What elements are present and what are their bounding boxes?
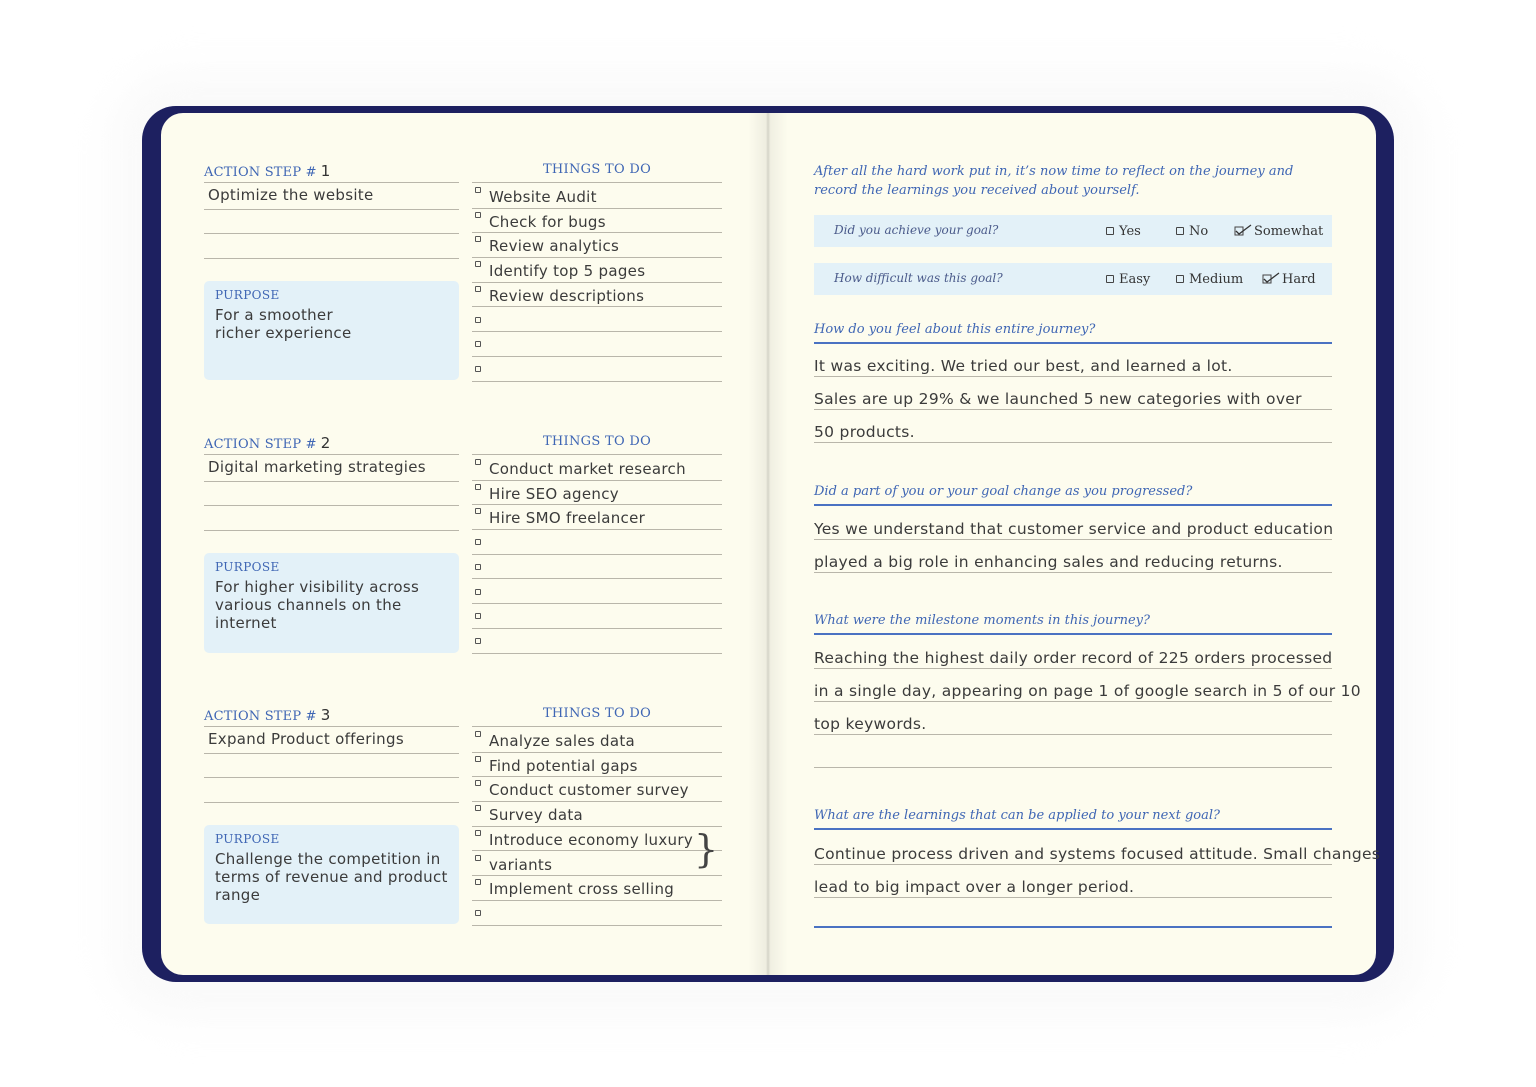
todo-text: Identify top 5 pages: [489, 262, 646, 281]
curly-brace: }: [694, 827, 719, 871]
checkbox[interactable]: [475, 187, 481, 193]
todo-text: Find potential gaps: [489, 756, 638, 775]
checkbox[interactable]: [475, 830, 481, 836]
checkbox[interactable]: [475, 539, 481, 545]
answer-line[interactable]: [814, 344, 1332, 377]
todo-text: Review descriptions: [489, 286, 645, 305]
purpose-text: [215, 850, 448, 904]
answer-line[interactable]: [814, 735, 1332, 768]
todo-item[interactable]: [472, 481, 722, 506]
todo-item[interactable]: [472, 580, 722, 605]
action-step-line[interactable]: [204, 209, 459, 234]
action-step-text: Expand Product offerings: [208, 730, 404, 748]
action-step-line[interactable]: [204, 481, 459, 506]
todo-text: Hire SEO agency: [489, 484, 619, 503]
reflection-question: What are the learnings that can be applied to your next goal?: [814, 804, 1332, 830]
action-step-line[interactable]: [204, 234, 459, 259]
purpose-line: internet: [215, 614, 277, 632]
purpose-text: [215, 578, 448, 632]
todo-item[interactable]: [472, 530, 722, 555]
checkbox[interactable]: [475, 317, 481, 323]
purpose-line: terms of revenue and product: [215, 868, 448, 886]
todo-text: Introduce economy luxury: [489, 830, 693, 849]
todo-item[interactable]: [472, 777, 722, 802]
todo-item[interactable]: [472, 233, 722, 258]
action-step-label: ACTION STEP # 3: [204, 706, 459, 727]
checkbox[interactable]: [475, 236, 481, 242]
todo-text: Check for bugs: [489, 212, 606, 231]
checkbox[interactable]: [475, 286, 481, 292]
answer-line[interactable]: [814, 540, 1332, 573]
todo-item[interactable]: [472, 283, 722, 308]
todo-item[interactable]: [472, 852, 722, 877]
todo-text: Conduct customer survey: [489, 781, 689, 800]
todo-item[interactable]: [472, 629, 722, 654]
checkbox[interactable]: [475, 756, 481, 762]
todo-item[interactable]: [472, 308, 722, 333]
todo-text: Conduct market research: [489, 460, 686, 478]
answer-text: top keywords.: [814, 715, 927, 733]
todo-item[interactable]: [472, 357, 722, 382]
purpose-title: PURPOSE: [215, 832, 280, 846]
purpose-line: various channels on the: [215, 596, 402, 614]
answer-line[interactable]: [814, 832, 1381, 865]
action-step-line[interactable]: [204, 753, 459, 778]
answer-line[interactable]: [814, 702, 1332, 735]
todo-text: Website Audit: [489, 188, 597, 206]
purpose-line: For higher visibility across: [215, 578, 420, 596]
todo-item[interactable]: [472, 184, 722, 209]
todo-item[interactable]: [472, 555, 722, 580]
reflection-question: What were the milestone moments in this journey?: [814, 609, 1332, 635]
todo-text: Analyze sales data: [489, 732, 636, 750]
answer-line[interactable]: [814, 865, 1332, 898]
purpose-title: PURPOSE: [215, 288, 280, 302]
answer-text: It was exciting. We tried our best, and learned a lot.: [814, 357, 1233, 375]
page-spine: [748, 113, 788, 975]
todo-text: Implement cross selling: [489, 880, 675, 899]
action-step-number: 2: [320, 434, 331, 452]
answer-line[interactable]: [814, 669, 1361, 702]
option-no[interactable]: [1176, 224, 1208, 239]
achieve-question-row: [814, 215, 1332, 247]
todo-item[interactable]: [472, 604, 722, 629]
action-step-text: Digital marketing strategies: [208, 458, 426, 476]
todo-text: Survey data: [489, 806, 584, 825]
todo-item[interactable]: [472, 332, 722, 357]
todo-heading: THINGS TO DO: [472, 706, 722, 727]
todo-item[interactable]: [472, 456, 722, 481]
todo-item[interactable]: [472, 753, 722, 778]
purpose-line: richer experience: [215, 324, 352, 342]
checkbox[interactable]: [475, 613, 481, 619]
checkbox[interactable]: [475, 341, 481, 347]
checkbox[interactable]: [475, 855, 481, 861]
answer-text: Yes we understand that customer service and product education: [814, 520, 1334, 538]
answer-text: lead to big impact over a longer period.: [814, 878, 1135, 896]
option-hard[interactable]: [1262, 272, 1316, 287]
checkbox[interactable]: [475, 261, 481, 267]
todo-text: variants: [489, 855, 553, 874]
reflection-question: How do you feel about this entire journey?: [814, 318, 1332, 344]
purpose-line: range: [215, 886, 261, 904]
action-step-line[interactable]: [204, 457, 459, 482]
purpose-box: [204, 825, 459, 924]
option-somewhat[interactable]: [1234, 224, 1323, 239]
purpose-line: For a smoother: [215, 306, 333, 324]
action-step-line[interactable]: [204, 729, 459, 754]
action-step-label: ACTION STEP # 2: [204, 434, 459, 455]
purpose-box: [204, 281, 459, 380]
purpose-title: PURPOSE: [215, 560, 280, 574]
action-step-line[interactable]: [204, 778, 459, 803]
answer-line[interactable]: [814, 410, 1332, 443]
checkmark-icon[interactable]: [1262, 272, 1280, 284]
action-step-label: ACTION STEP # 1: [204, 162, 459, 183]
option-label: Easy: [1119, 272, 1151, 287]
section-end-rule: [814, 926, 1332, 928]
todo-heading: THINGS TO DO: [472, 162, 722, 183]
checkmark-icon[interactable]: [1234, 224, 1252, 236]
checkbox[interactable]: [475, 589, 481, 595]
checkbox-icon[interactable]: [1106, 227, 1114, 235]
answer-line[interactable]: [814, 507, 1332, 540]
todo-item[interactable]: [472, 827, 722, 852]
answer-text: Sales are up 29% & we launched 5 new categories with over: [814, 390, 1302, 408]
todo-item[interactable]: [472, 802, 722, 827]
todo-item[interactable]: [472, 258, 722, 283]
checkbox-icon[interactable]: [1176, 275, 1184, 283]
todo-item[interactable]: [472, 209, 722, 234]
checkbox[interactable]: [475, 731, 481, 737]
difficulty-question-text: How difficult was this goal?: [834, 271, 1003, 285]
todo-item[interactable]: [472, 876, 722, 901]
option-label: No: [1189, 224, 1209, 239]
option-yes[interactable]: [1106, 224, 1141, 239]
reflection-intro: After all the hard work put in, it’s now time to reflect on the journey and record the learnings you received about yourself.: [814, 164, 1294, 198]
purpose-box: [204, 553, 459, 653]
purpose-line: Challenge the competition in: [215, 850, 441, 868]
checkbox[interactable]: [475, 910, 481, 916]
option-label: Yes: [1119, 224, 1141, 239]
checkbox[interactable]: [475, 484, 481, 490]
checkbox[interactable]: [475, 780, 481, 786]
answer-text: Continue process driven and systems focused attitude. Small changes: [814, 845, 1381, 863]
checkbox-icon[interactable]: [1106, 275, 1114, 283]
action-step-line[interactable]: [204, 185, 459, 210]
checkbox[interactable]: [475, 459, 481, 465]
reflection-question: Did a part of you or your goal change as you progressed?: [814, 480, 1332, 506]
checkbox[interactable]: [475, 212, 481, 218]
checkbox[interactable]: [475, 879, 481, 885]
checkbox[interactable]: [475, 564, 481, 570]
checkbox[interactable]: [475, 805, 481, 811]
checkbox[interactable]: [475, 638, 481, 644]
answer-text: in a single day, appearing on page 1 of google search in 5 of our 10: [814, 682, 1361, 700]
todo-text: Review analytics: [489, 237, 620, 256]
answer-line[interactable]: [814, 636, 1332, 669]
option-easy[interactable]: [1106, 272, 1150, 287]
option-medium[interactable]: [1176, 272, 1243, 287]
option-label: Hard: [1282, 272, 1316, 287]
todo-item[interactable]: [472, 901, 722, 926]
action-step-number: 3: [320, 706, 331, 724]
checkbox[interactable]: [475, 508, 481, 514]
todo-item[interactable]: [472, 505, 722, 530]
todo-item[interactable]: [472, 728, 722, 753]
answer-text: 50 products.: [814, 423, 915, 441]
answer-text: Reaching the highest daily order record of 225 orders processed: [814, 649, 1333, 667]
option-label: Medium: [1189, 272, 1244, 287]
purpose-text: [215, 306, 448, 342]
action-step-number: 1: [320, 162, 331, 180]
action-step-text: Optimize the website: [208, 186, 374, 204]
achieve-question-text: Did you achieve your goal?: [834, 223, 999, 237]
checkbox[interactable]: [475, 366, 481, 372]
todo-heading: THINGS TO DO: [472, 434, 722, 455]
checkbox-icon[interactable]: [1176, 227, 1184, 235]
action-step-line[interactable]: [204, 506, 459, 531]
answer-text: played a big role in enhancing sales and reducing returns.: [814, 553, 1283, 571]
answer-line[interactable]: [814, 377, 1332, 410]
todo-text: Hire SMO freelancer: [489, 509, 646, 528]
difficulty-question-row: [814, 263, 1332, 295]
option-label: Somewhat: [1254, 224, 1324, 239]
